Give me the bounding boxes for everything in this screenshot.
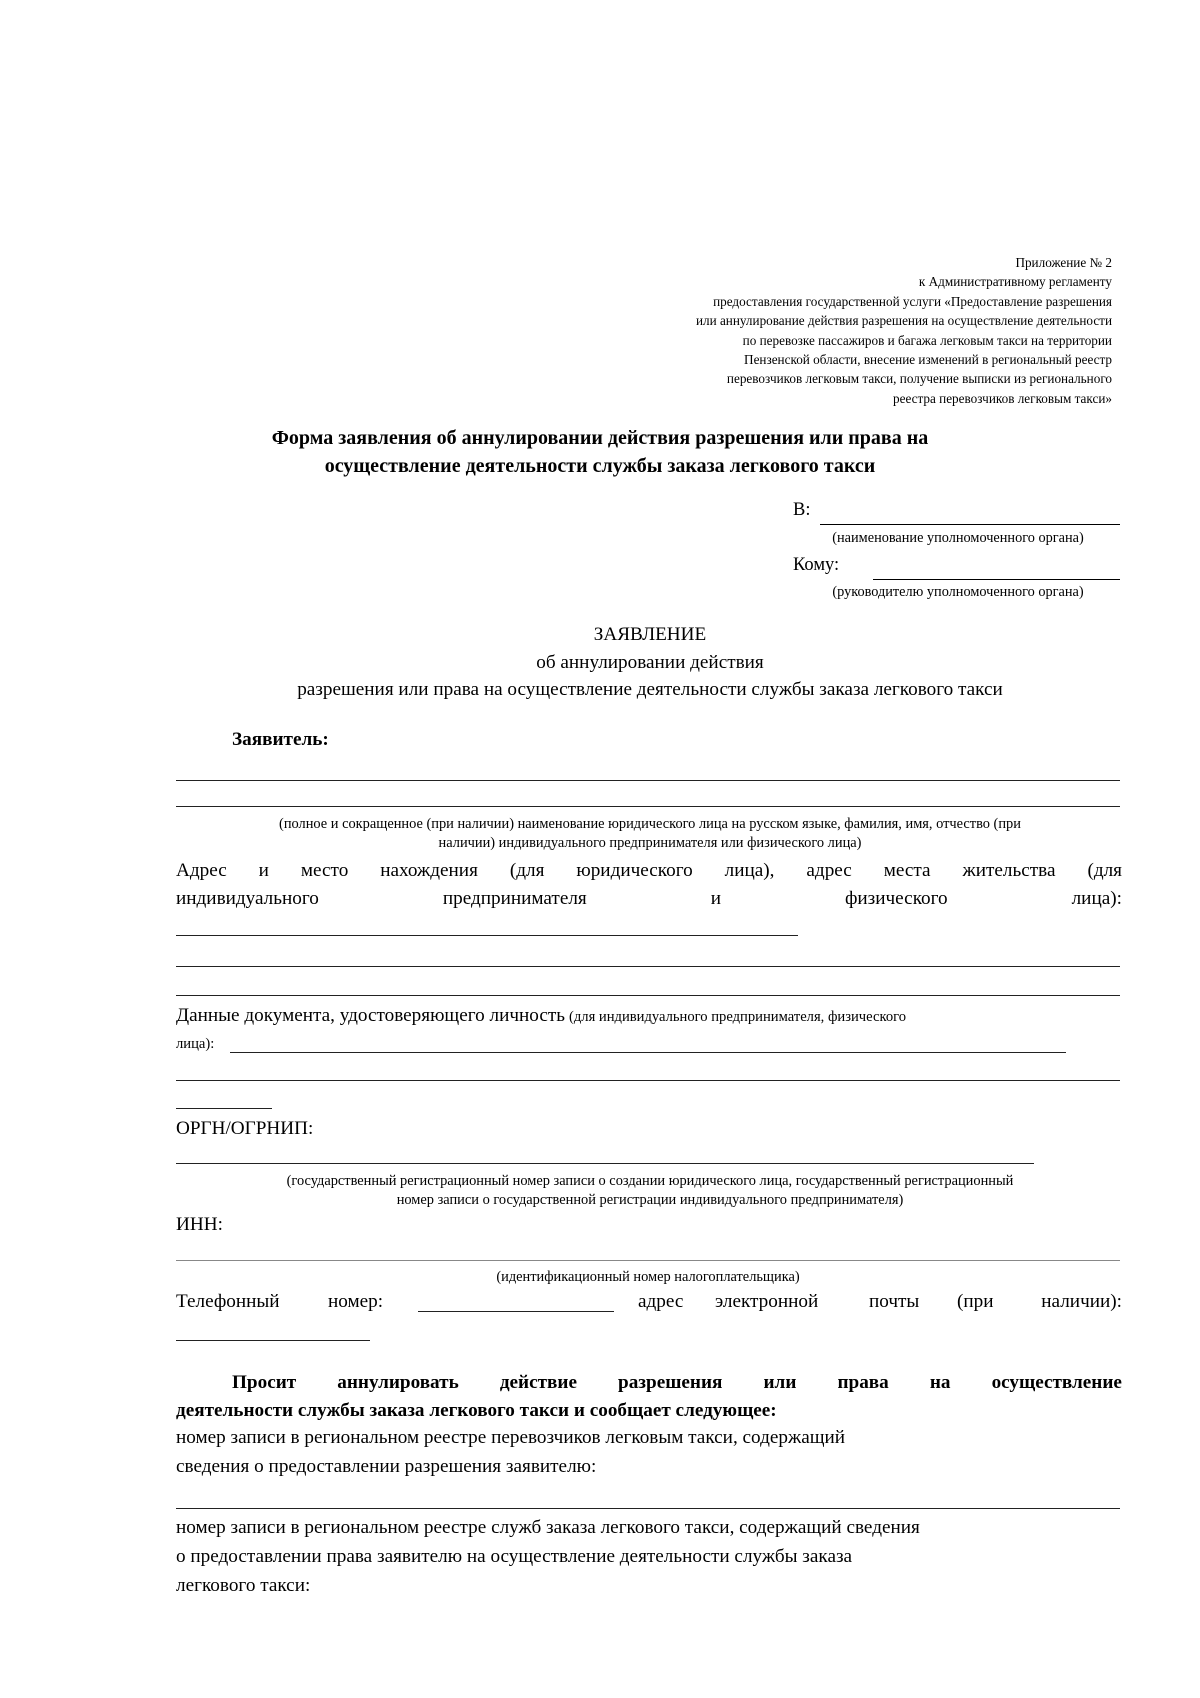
request-bold-line2: деятельности службы заказа легкового такси и сообщает следующее:: [176, 1400, 777, 1421]
form-title: [170, 424, 1030, 480]
address-field-line[interactable]: [176, 935, 798, 936]
appendix-line: или аннулирование действия разрешения на осуществление деятельности: [695, 313, 1112, 329]
email-label-word: адрес: [638, 1291, 684, 1312]
phone-label-word: номер:: [328, 1291, 384, 1312]
request-word: действие: [499, 1372, 577, 1393]
registry1-label-line: номер записи в региональном реестре перевозчиков легковым такси, содержащий: [176, 1427, 846, 1448]
whom-field[interactable]: [873, 557, 1120, 580]
email-label-word: (при: [957, 1291, 994, 1312]
identity-label: [176, 1005, 1136, 1027]
whom-label: Кому:: [793, 555, 840, 575]
whom-hint: (руководителю уполномоченного органа): [832, 584, 1084, 600]
appendix-line: Пензенской области, внесение изменений в региональный реестр: [744, 352, 1112, 368]
address-word: физического: [844, 888, 948, 909]
appendix-line: перевозчиков легковым такси, получение выписки из регионального: [726, 371, 1112, 387]
address-field-line[interactable]: [176, 995, 1120, 996]
ogrn-label: ОРГН/ОГРНИП:: [176, 1118, 314, 1139]
phone-field-line[interactable]: [418, 1311, 614, 1312]
address-label-line1: Адрес и место нахождения (для юридического лица), адрес места жительства (для: [176, 860, 1122, 881]
request-word: на: [929, 1372, 951, 1393]
request-bold-line1: [232, 1372, 1122, 1394]
ogrn-field-line[interactable]: [176, 1163, 1034, 1164]
registry1-label-line: сведения о предоставлении разрешения заявителю:: [176, 1456, 597, 1477]
appendix-header: [552, 253, 1112, 408]
identity-label-cont: лица):: [176, 1036, 215, 1052]
request-word: осуществление: [991, 1372, 1122, 1393]
appendix-line: предоставления государственной услуги «Предоставление разрешения: [713, 293, 1112, 309]
address-word: и: [710, 888, 721, 909]
phone-label-word: Телефонный: [176, 1291, 280, 1312]
statement-heading: ЗАЯВЛЕНИЕ: [593, 624, 707, 645]
ogrn-hint-line: номер записи о государственной регистрации индивидуального предпринимателя): [396, 1192, 904, 1208]
address-label-line2: [176, 888, 1122, 910]
appendix-line: по перевозке пассажиров и багажа легковым такси на территории: [742, 332, 1112, 348]
appendix-line: Приложение № 2: [1015, 255, 1112, 270]
ogrn-hint: [170, 1172, 1130, 1210]
registry1-field-line[interactable]: [176, 1508, 1120, 1509]
request-word: или: [763, 1372, 797, 1393]
statement-subtitle: разрешения или права на осуществление деятельности службы заказа легкового такси: [297, 679, 1003, 700]
to-label: В:: [793, 500, 811, 520]
registry2-label-line: легкового такси:: [176, 1575, 311, 1596]
email-label-word: почты: [869, 1291, 920, 1312]
address-word: индивидуального: [176, 888, 319, 909]
registry2-label-line: о предоставлении права заявителю на осуществление деятельности службы заказа: [176, 1546, 853, 1567]
appendix-line: к Административному регламенту: [918, 274, 1112, 290]
address-word: лица):: [1071, 888, 1122, 909]
identity-label-small: (для индивидуального предпринимателя, физического: [569, 1009, 907, 1025]
identity-label-main: Данные документа, удостоверяющего личность: [176, 1005, 565, 1026]
applicant-hint: [170, 815, 1130, 853]
address-field-line[interactable]: [176, 966, 1120, 967]
identity-field-line[interactable]: [230, 1052, 1066, 1053]
statement-subtitle: об аннулировании действия: [536, 652, 764, 673]
identity-field-line[interactable]: [176, 1108, 272, 1109]
ogrn-hint-line: (государственный регистрационный номер записи о создании юридического лица, государственный регистрационный: [286, 1173, 1014, 1189]
to-hint: (наименование уполномоченного органа): [832, 530, 1084, 546]
email-field-line[interactable]: [176, 1340, 370, 1341]
inn-hint: (идентификационный номер налогоплательщика): [496, 1269, 800, 1285]
applicant-field-line[interactable]: [176, 806, 1120, 807]
request-word: аннулировать: [337, 1372, 459, 1393]
address-word: предпринимателя: [442, 888, 587, 909]
applicant-hint-line: (полное и сокращенное (при наличии) наименование юридического лица на русском языке, фамилия, имя, отчество (при: [279, 816, 1021, 832]
applicant-hint-line: наличии) индивидуального предпринимателя или физического лица): [438, 835, 862, 851]
identity-field-line[interactable]: [176, 1080, 1120, 1081]
request-word: Просит: [232, 1372, 297, 1393]
request-word: разрешения: [618, 1372, 723, 1393]
to-field[interactable]: [820, 502, 1120, 525]
applicant-label: Заявитель:: [232, 729, 329, 750]
email-label-word: электронной: [715, 1291, 819, 1312]
email-label-word: наличии):: [1041, 1291, 1122, 1312]
contacts-row: [176, 1291, 1122, 1319]
registry2-label-line: номер записи в региональном реестре служб заказа легкового такси, содержащий сведения: [176, 1517, 920, 1538]
inn-label: ИНН:: [176, 1214, 223, 1235]
form-title-line: Форма заявления об аннулировании действия разрешения или права на: [271, 427, 929, 449]
applicant-field-line[interactable]: [176, 780, 1120, 781]
form-title-line: осуществление деятельности службы заказа легкового такси: [324, 455, 876, 477]
request-word: права: [837, 1372, 889, 1393]
appendix-line: реестра перевозчиков легковым такси»: [893, 390, 1112, 406]
inn-field-line[interactable]: [176, 1260, 1120, 1261]
